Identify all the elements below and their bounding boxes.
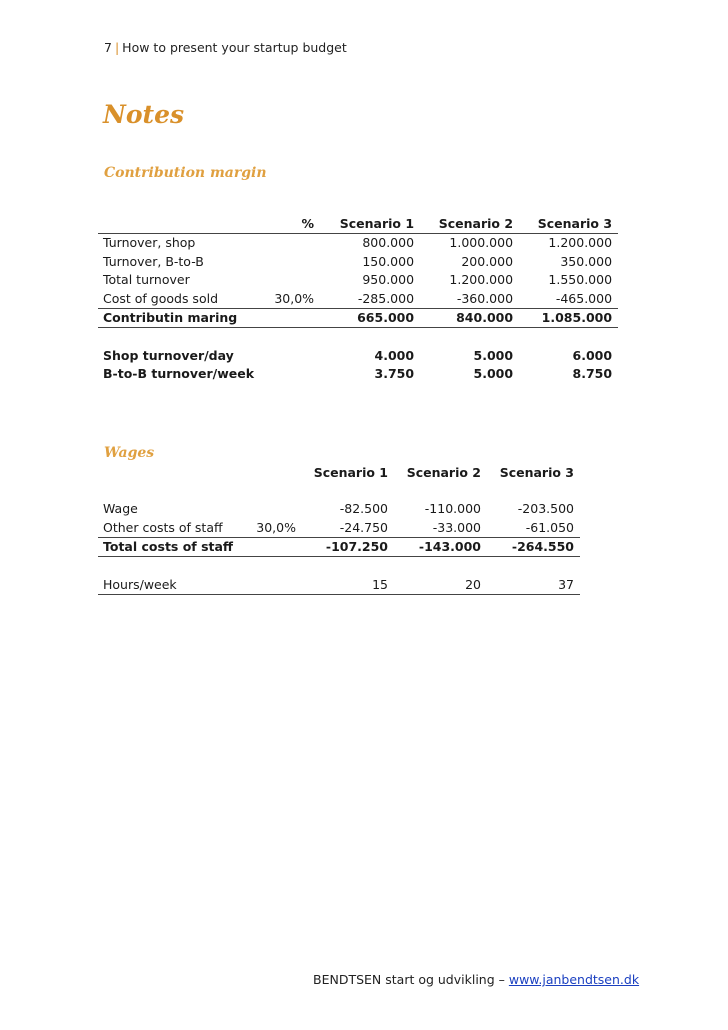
cell xyxy=(260,252,320,271)
cell: -61.050 xyxy=(487,518,580,537)
row-label: Contributin maring xyxy=(98,308,260,328)
cell xyxy=(260,233,320,252)
cell xyxy=(248,537,302,557)
footer-text: BENDTSEN start og udvikling – xyxy=(313,972,509,987)
header-cell xyxy=(98,214,260,233)
cell: 15 xyxy=(302,575,394,594)
header-cell: Scenario 2 xyxy=(406,464,481,480)
table-row xyxy=(98,271,618,290)
cell: 5.000 xyxy=(473,366,514,382)
cell: -110.000 xyxy=(424,501,481,517)
cell: 1.085.000 xyxy=(519,308,618,328)
cell xyxy=(248,500,302,519)
cell: -82.500 xyxy=(339,501,388,517)
cell: 950.000 xyxy=(362,272,415,288)
row-label: Cost of goods sold xyxy=(98,289,260,308)
cell: 800.000 xyxy=(320,233,420,252)
cell xyxy=(260,271,320,290)
notes-heading: Notes xyxy=(103,100,185,129)
row-label: Hours/week xyxy=(98,575,248,594)
cell: -24.750 xyxy=(302,518,394,537)
cell: 8.750 xyxy=(572,366,613,382)
cell: -203.500 xyxy=(517,501,574,517)
table-row xyxy=(98,233,618,252)
cell xyxy=(260,308,320,328)
cell: 1.000.000 xyxy=(420,233,519,252)
table-row xyxy=(98,289,618,308)
cell: -264.550 xyxy=(487,537,580,557)
spacer-row xyxy=(98,328,618,347)
table-total-row xyxy=(98,308,618,328)
header-cell: Scenario 1 xyxy=(313,464,388,480)
header-separator: | xyxy=(114,40,120,55)
cell: 5.000 xyxy=(473,347,514,363)
header-cell xyxy=(98,463,248,482)
table-row xyxy=(98,575,580,594)
table-row xyxy=(98,518,580,537)
cell: 1.200.000 xyxy=(449,272,514,288)
header-cell xyxy=(248,463,302,482)
document-title: How to present your startup budget xyxy=(122,40,347,55)
cell: 6.000 xyxy=(572,347,613,363)
cell: 665.000 xyxy=(320,308,420,328)
cell: 20 xyxy=(394,575,487,594)
wages-heading: Wages xyxy=(104,445,155,461)
row-label: Total turnover xyxy=(103,272,190,288)
cell xyxy=(260,365,320,384)
table-total-row xyxy=(98,537,580,557)
header-cell: Scenario 3 xyxy=(499,464,574,480)
row-label: B-to-B turnover/week xyxy=(103,366,255,382)
cell: -360.000 xyxy=(420,289,519,308)
header-cell: % xyxy=(301,215,315,231)
footer-website-link[interactable]: www.janbendtsen.dk xyxy=(508,972,640,987)
page-header xyxy=(104,40,347,55)
table-row xyxy=(98,252,618,271)
header-cell: Scenario 3 xyxy=(537,215,613,231)
cell: 4.000 xyxy=(374,347,415,363)
page-number: 7 xyxy=(104,40,112,55)
cell: -465.000 xyxy=(519,289,618,308)
page-footer xyxy=(313,972,639,987)
cell: 150.000 xyxy=(362,253,415,269)
cell: -143.000 xyxy=(394,537,487,557)
table-header-row xyxy=(98,214,618,233)
cell: 3.750 xyxy=(374,366,415,382)
cell xyxy=(260,346,320,365)
spacer-row xyxy=(98,482,580,500)
contribution-margin-table xyxy=(98,214,618,383)
header-cell: Scenario 2 xyxy=(438,215,514,231)
cell: 840.000 xyxy=(420,308,519,328)
cell: 1.200.000 xyxy=(519,233,618,252)
table-header-row xyxy=(98,463,580,482)
cell: 1.550.000 xyxy=(548,272,613,288)
row-label: Shop turnover/day xyxy=(103,347,234,363)
row-label: Turnover, B-to-B xyxy=(103,253,204,269)
cell: 350.000 xyxy=(560,253,613,269)
cell xyxy=(248,575,302,594)
spacer-row xyxy=(98,557,580,576)
table-row xyxy=(98,500,580,519)
row-label: Other costs of staff xyxy=(98,518,248,537)
cell: 30,0% xyxy=(260,289,320,308)
contribution-margin-heading: Contribution margin xyxy=(104,165,267,181)
wages-table xyxy=(98,463,580,595)
header-cell: Scenario 1 xyxy=(339,215,415,231)
row-label: Total costs of staff xyxy=(98,537,248,557)
row-label: Wage xyxy=(103,501,138,517)
cell: -285.000 xyxy=(320,289,420,308)
cell: -107.250 xyxy=(302,537,394,557)
cell: 30,0% xyxy=(248,518,302,537)
row-label: Turnover, shop xyxy=(98,233,260,252)
table-row xyxy=(98,346,618,365)
cell: -33.000 xyxy=(394,518,487,537)
cell: 200.000 xyxy=(461,253,514,269)
cell: 37 xyxy=(487,575,580,594)
table-row xyxy=(98,365,618,384)
